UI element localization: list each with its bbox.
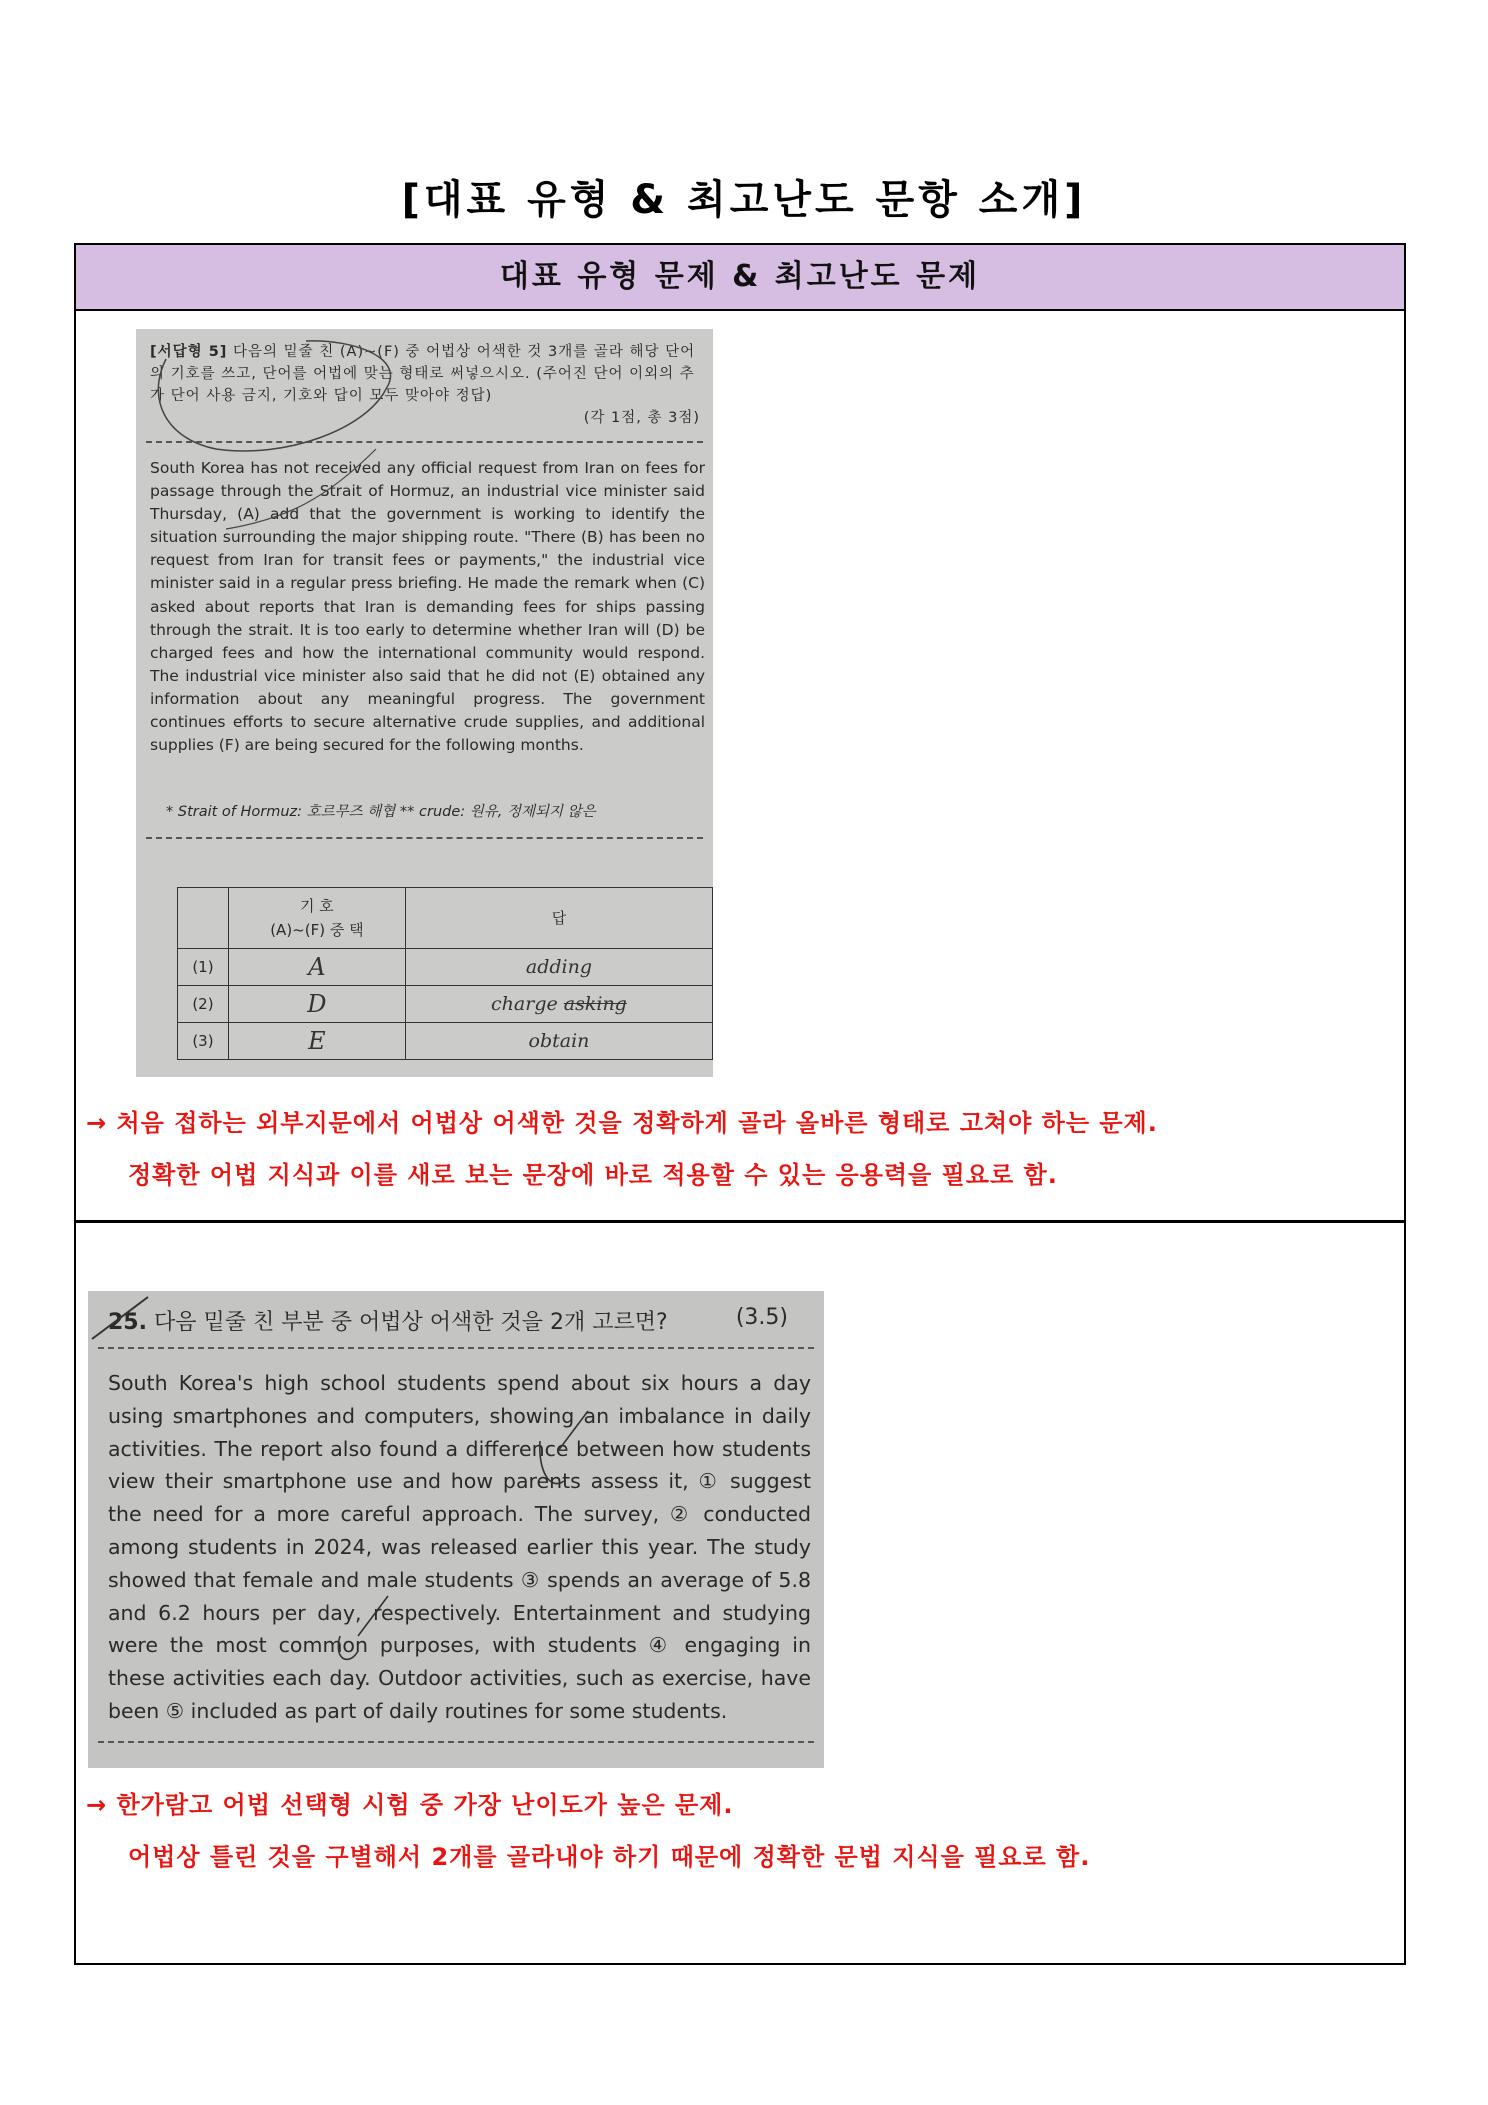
row-number: (3) [178, 1023, 229, 1060]
q2-instruction-text: 다음 밑줄 친 부분 중 어법상 어색한 것을 2개 고르면? [153, 1310, 668, 1335]
commentary-line: 어법상 틀린 것을 구별해서 2개를 골라내야 하기 때문에 정확한 문법 지식을 필요로 함. [128, 1843, 1091, 1871]
commentary-2 [86, 1779, 1090, 1883]
row-number: (2) [178, 986, 229, 1023]
hardest-question-box [74, 1221, 1406, 1965]
table-corner [178, 888, 229, 949]
commentary-line: 정확한 어법 지식과 이를 새로 보는 문장에 바로 적용할 수 있는 응용력을 필요로 함. [128, 1161, 1058, 1189]
dashed-divider [146, 441, 703, 443]
table-row [178, 986, 713, 1023]
q1-points: (각 1점, 총 3점) [583, 410, 700, 426]
commentary-1 [86, 1097, 1158, 1201]
dashed-divider [98, 1347, 814, 1349]
handwritten-symbol: D [228, 986, 405, 1023]
crossed-out-answer: asking [563, 993, 627, 1015]
section-header: 대표 유형 문제 & 최고난도 문제 [76, 245, 1404, 311]
featured-question-box [74, 243, 1406, 1222]
handwritten-symbol: A [228, 949, 405, 986]
q2-points: (3.5) [735, 1305, 788, 1330]
table-row [178, 949, 713, 986]
row-number: (1) [178, 949, 229, 986]
q1-passage: South Korea has not received any official request from Iran on fees for passage through the Strait of Hormuz, an industrial vice minister said Thursday, (A) add that the government is working to identify the situation surrounding the major shipping route. "There (B) has been no request from Iran for transit fees or payments," the industrial vice minister said in a regular press briefing. He made the remark when (C) asked about reports that Iran is demanding fees for ships passing through the strait. It is too early to determine whether Iran will (D) be charged fees and how the international community would respond. The industrial vice minister also said that he did not (E) obtained any information about any meaningful progress. The government continues efforts to secure alternative crude supplies, and additional supplies (F) are being secured for the following months. [150, 459, 705, 755]
handwritten-symbol: E [228, 1023, 405, 1060]
question-scan-2 [88, 1291, 824, 1768]
q1-footnote: * Strait of Hormuz: 호르무즈 해협 ** crude: 원유, 정제되지 않은 [166, 804, 596, 820]
dashed-divider [98, 1741, 814, 1743]
q1-instruction [150, 341, 700, 426]
q1-instruction-text: 다음의 밑줄 친 (A)~(F) 중 어법상 어색한 것 3개를 골라 해당 단어의 기호를 쓰고, 단어를 어법에 맞는 형태로 써넣으시오. (주어진 단어 이외의 추가 단어 사용 금지, 기호와 답이 모두 맞아야 정답) [150, 344, 696, 404]
q2-number: 25. [108, 1310, 147, 1335]
commentary-line: → 처음 접하는 외부지문에서 어법상 어색한 것을 정확하게 골라 올바른 형태로 고쳐야 하는 문제. [86, 1109, 1158, 1137]
col-answer-header: 답 [405, 888, 712, 949]
handwritten-correction: charge [491, 993, 558, 1015]
dashed-divider [146, 837, 703, 839]
col-symbol-title: 기 호 [300, 897, 334, 915]
q2-passage: South Korea's high school students spend about six hours a day using smartphones and computers, showing an imbalance in daily activities. The report also found a difference between how students view their smartphone use and how parents assess it, ① suggest the need for a more careful approach. The survey, ② conducted among students in 2024, was released earlier this year. The study showed that female and male students ③ spends an average of 5.8 and 6.2 hours per day, respectively. Entertainment and studying were the most common purposes, with students ④ engaging in these activities each day. Outdoor activities, such as exercise, have been ⑤ included as part of daily routines for some students. [108, 1371, 811, 1723]
handwritten-answer: adding [405, 949, 712, 986]
col-symbol-subtitle: (A)~(F) 중 택 [270, 921, 364, 939]
question-scan-1 [136, 329, 713, 1077]
page-title: [대표 유형 & 최고난도 문항 소개] [401, 177, 1087, 223]
answer-table [177, 887, 713, 1060]
handwritten-answer: obtain [405, 1023, 712, 1060]
q2-instruction [108, 1305, 808, 1336]
handwritten-answer [405, 986, 712, 1023]
table-row [178, 1023, 713, 1060]
q1-label: [서답형 5] [150, 344, 228, 360]
commentary-line: → 한가람고 어법 선택형 시험 중 가장 난이도가 높은 문제. [86, 1791, 734, 1819]
col-symbol-header [228, 888, 405, 949]
